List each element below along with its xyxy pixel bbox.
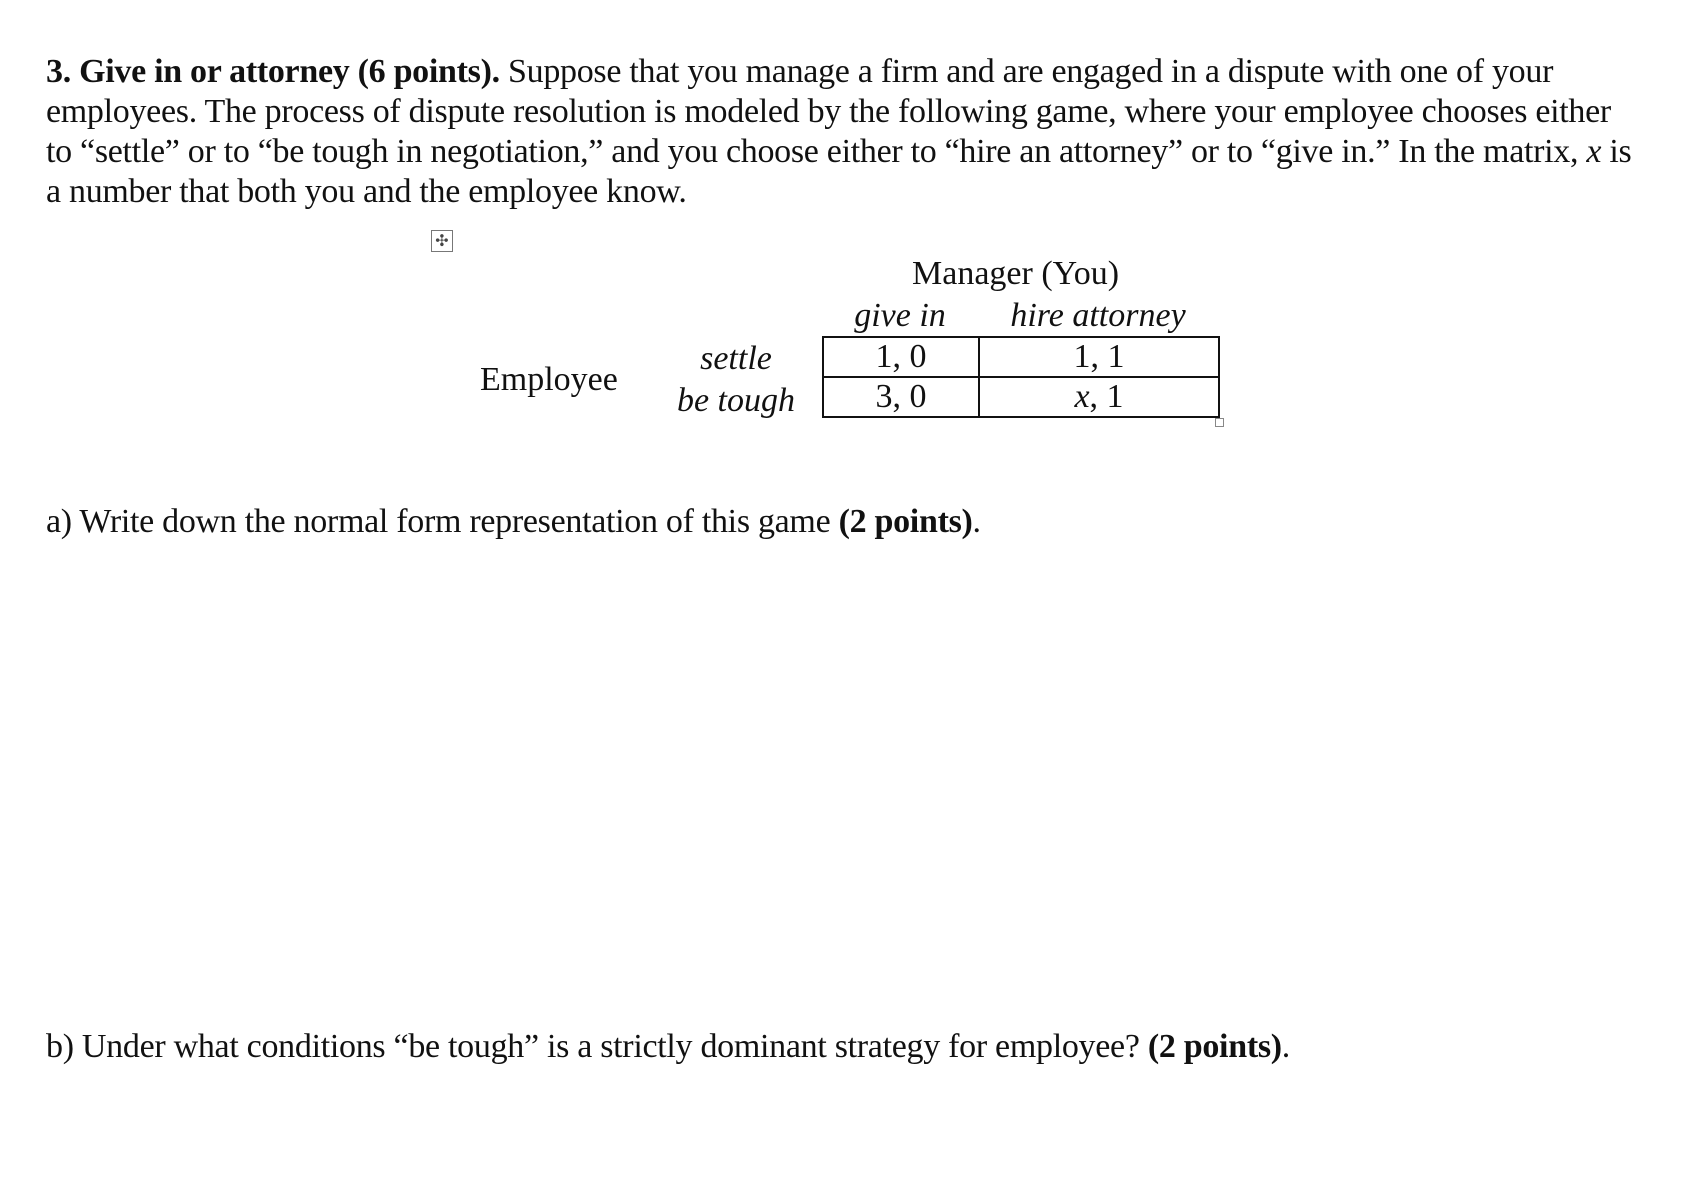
question-b-end: . <box>1281 1028 1290 1065</box>
problem-intro: Suppose that you manage a firm and are engaged in a dispute with one of your employees. The process of dispute resolution is modeled by the following game, where your employee chooses either to “settle” or to “be tough in negotiation,” and you choose either to “hire an attorney” or to “give in.” In the matrix, <box>46 53 1611 170</box>
question-b <box>46 1027 1290 1067</box>
payoff-matrix <box>822 336 1220 418</box>
question-b-text: b) Under what conditions “be tough” is a strictly dominant strategy for employee? <box>46 1028 1148 1065</box>
payoff-x-rest: , 1 <box>1089 378 1124 415</box>
problem-heading: 3. Give in or attorney (6 points). <box>46 53 500 90</box>
question-b-points: (2 points) <box>1147 1028 1282 1065</box>
row-label-settle: settle <box>700 340 772 377</box>
row-label-be-tough: be tough <box>676 382 796 419</box>
column-label-hire-attorney: hire attorney <box>1010 297 1186 334</box>
question-a-points: (2 points) <box>838 503 973 540</box>
problem-statement <box>46 52 1636 212</box>
variable-x: x <box>1586 133 1602 170</box>
payoff-row-settle <box>823 337 1219 377</box>
column-player-label: Manager (You) <box>912 255 1120 292</box>
problem-intro-end: is a number that both you and the employee know. <box>46 133 1632 210</box>
row-player-label: Employee <box>480 361 618 398</box>
payoff-cell: 1, 0 <box>823 337 979 377</box>
payoff-x: x <box>1074 378 1090 415</box>
table-resize-handle-icon[interactable] <box>1215 418 1224 427</box>
question-a-end: . <box>972 503 981 540</box>
column-label-give-in: give in <box>854 297 946 334</box>
payoff-cell: 3, 0 <box>823 377 979 417</box>
payoff-cell: 1, 1 <box>979 337 1219 377</box>
payoff-cell <box>979 377 1219 417</box>
question-a-text: a) Write down the normal form representation of this game <box>46 503 839 540</box>
table-move-handle-icon[interactable]: ✣ <box>431 230 453 252</box>
question-a <box>46 502 981 542</box>
payoff-row-be-tough <box>823 377 1219 417</box>
